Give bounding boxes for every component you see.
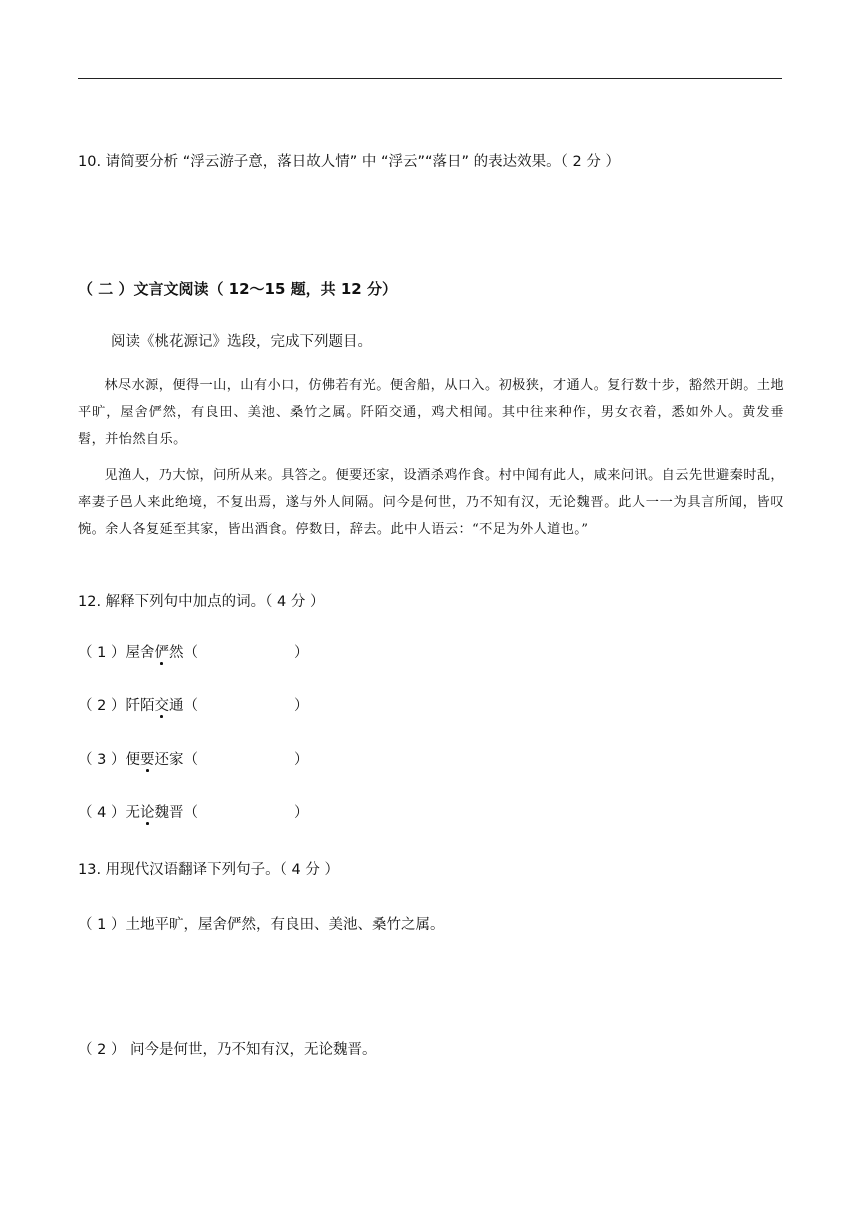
item-text: 屋舍 (125, 645, 155, 661)
item-text: 通 (168, 698, 184, 714)
dotted-word: 要 (139, 752, 155, 768)
question-12-item-4: （ 4 ）无论魏晋（ ） (78, 805, 309, 821)
item-number: （ 3 ） (78, 752, 126, 768)
item-text: 无 (125, 805, 140, 821)
item-number: （ 4 ） (78, 805, 126, 821)
item-close: ） (293, 645, 309, 661)
item-text: 阡陌 (125, 698, 155, 714)
item-close: ） (293, 752, 309, 768)
dotted-word: 论 (139, 805, 155, 821)
question-13: 13. 用现代汉语翻译下列句子。（ 4 分 ） (78, 862, 339, 878)
item-close: ） (293, 698, 309, 714)
item-text: 魏晋 (154, 805, 184, 821)
question-13-sentence-1: （ 1 ）土地平旷，屋舍俨然，有良田、美池、桑竹之属。 (78, 917, 445, 933)
reading-instruction: 阅读《桃花源记》选段，完成下列题目。 (111, 334, 372, 350)
item-number: （ 1 ） (78, 645, 126, 661)
question-12-item-1: （ 1 ）屋舍俨然（ ） (78, 645, 309, 661)
passage-paragraph-2: 见渔人，乃大惊，问所从来。具答之。便要还家，设酒杀鸡作食。村中闻有此人，咸来问讯。自云先世避秦时乱，率妻子邑人来此绝境，不复出焉，遂与外人间隔。问今是何世，乃不知有汉，无论魏晋。此人一一为具言所闻，皆叹惋。余人各复延至其家，皆出酒食。停数日，辞去。此中人语云：“不足为外人道也。” (78, 468, 784, 537)
question-13-sentence-2: （ 2 ） 问今是何世，乃不知有汉，无论魏晋。 (78, 1042, 377, 1058)
question-12: 12. 解释下列句中加点的词。（ 4 分 ） (78, 594, 325, 610)
dotted-word: 俨 (154, 645, 169, 661)
item-text: 然 (168, 645, 184, 661)
header-rule (78, 78, 782, 79)
question-12-item-2: （ 2 ）阡陌交通（ ） (78, 698, 309, 714)
item-number: （ 2 ） (78, 698, 126, 714)
item-text: 便 (125, 752, 140, 768)
item-close: ） (293, 805, 309, 821)
item-text: 还家 (154, 752, 184, 768)
question-12-item-3: （ 3 ）便要还家（ ） (78, 752, 309, 768)
passage-paragraph-1: 林尽水源，便得一山，山有小口，仿佛若有光。便舍船，从口入。初极狭，才通人。复行数十步，豁然开朗。土地平旷，屋舍俨然，有良田、美池、桑竹之属。阡陌交通，鸡犬相闻。其中往来种作，男女衣着，悉如外人。黄发垂髫，并怡然自乐。 (78, 378, 784, 447)
question-10: 10. 请简要分析 “浮云游子意，落日故人情” 中 “浮云”“落日” 的表达效果。（ 2 分 ） (78, 154, 620, 170)
dotted-word: 交 (154, 698, 169, 714)
section-heading: （ 二 ）文言文阅读（ 12～15 题，共 12 分） (78, 280, 397, 298)
